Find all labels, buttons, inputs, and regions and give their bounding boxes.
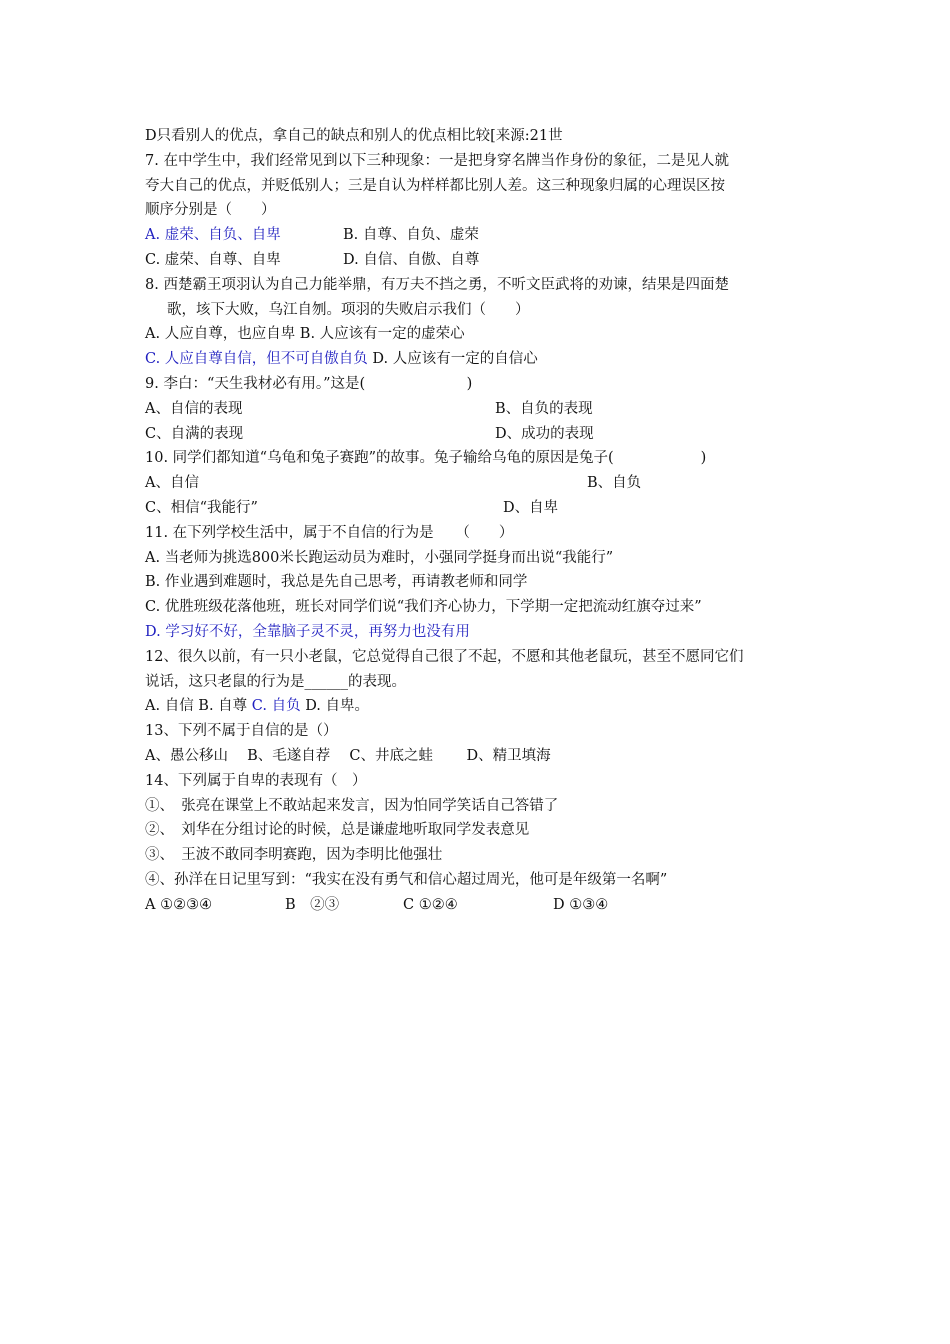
question-10-options-row-1 (145, 471, 825, 496)
option-c-answer: C. 自负 (251, 698, 301, 715)
option-c-answer: C. 人应自尊自信，但不可自傲自负 (145, 351, 368, 368)
option-c: C、相信“我能行” (145, 499, 258, 516)
question-7-stem-cont: 夸大自己的优点，并贬低别人；三是自认为样样都比别人差。这三种现象归属的心理误区按 (145, 177, 725, 194)
question-14-item-3: ③、 王波不敢同李明赛跑，因为李明比他强壮 (145, 847, 443, 864)
option-a: A、自信 (145, 475, 199, 492)
option-a: A. 虚荣、自负、自卑 (145, 227, 281, 244)
option-d-line: D只看别人的优点，拿自己的缺点和别人的优点相比较[来源:21世 (145, 128, 563, 144)
question-14-item-4: ④、孙洋在日记里写到：“我实在没有勇气和信心超过周光，他可是年级第一名啊” (145, 871, 668, 888)
question-10-stem: 10. 同学们都知道“乌龟和兔子赛跑”的故事。兔子输给乌龟的原因是兔子( ) (145, 450, 707, 467)
option-d: D ①③④ (553, 896, 609, 913)
option-b: B ②③ (285, 896, 340, 913)
question-8-options-cd (145, 347, 825, 372)
option-c: C ①②④ (403, 896, 458, 913)
question-11-stem: 11. 在下列学校生活中，属于不自信的行为是 （ ） (145, 524, 514, 541)
question-12-stem-cont: 说话，这只老鼠的行为是______的表现。 (145, 673, 406, 690)
question-9-options-row-2 (145, 422, 825, 447)
question-7-options-row-2 (145, 248, 825, 273)
question-11-option-a: A. 当老师为挑选800米长跑运动员为难时，小强同学挺身而出说“我能行” (145, 549, 614, 566)
option-c: C. 虚荣、自尊、自卑 (145, 251, 281, 268)
question-11-option-d: D. 学习好不好，全靠脑子灵不灵，再努力也没有用 (145, 623, 470, 640)
question-7-options-row-1 (145, 223, 825, 248)
question-14-stem: 14、下列属于自卑的表现有（ ） (145, 772, 367, 789)
question-11-option-b: B. 作业遇到难题时，我总是先自己思考，再请教老师和同学 (145, 574, 528, 591)
option-b: B、自负的表现 (495, 400, 593, 417)
question-12-options (145, 694, 825, 719)
question-13-stem: 13、下列不属于自信的是（） (145, 723, 338, 740)
question-11-option-c: C. 优胜班级花落他班，班长对同学们说“我们齐心协力，下学期一定把流动红旗夺过来” (145, 599, 702, 616)
question-8-stem-cont: 歌，垓下大败，乌江自刎。项羽的失败启示我们（ ） (167, 301, 530, 318)
question-8-options-ab: A. 人应自尊，也应自卑 B. 人应该有一定的虚荣心 (145, 326, 465, 343)
question-7-stem-end: 顺序分别是（ ） (145, 202, 276, 219)
question-9-options-row-1 (145, 397, 825, 422)
question-list (145, 124, 825, 918)
option-d: D. 自信、自傲、自尊 (343, 251, 480, 268)
question-9-stem: 9. 李白：“天生我材必有用。”这是( ) (145, 375, 473, 392)
question-8-stem: 8. 西楚霸王项羽认为自己力能举鼎，有万夫不挡之勇，不听文臣武将的劝谏，结果是四面楚 (145, 276, 729, 293)
option-a: A、自信的表现 (145, 400, 243, 417)
option-d: D. 人应该有一定的自信心 (367, 351, 538, 368)
option-a: A ①②③④ (145, 896, 213, 913)
option-d: D. 自卑。 (300, 698, 370, 715)
option-b: B、自负 (587, 475, 642, 492)
question-14-item-2: ②、 刘华在分组讨论的时候，总是谦虚地听取同学发表意见 (145, 822, 530, 839)
question-14-item-1: ①、 张亮在课堂上不敢站起来发言，因为怕同学笑话自己答错了 (145, 797, 559, 814)
question-10-options-row-2 (145, 496, 825, 521)
question-14-options (145, 893, 825, 918)
question-12-stem: 12、很久以前，有一只小老鼠，它总觉得自己很了不起，不愿和其他老鼠玩，甚至不愿同它们 (145, 648, 744, 665)
question-13-options: A、愚公移山 B、毛遂自荐 C、井底之蛙 D、精卫填海 (145, 747, 551, 764)
option-d: D、成功的表现 (495, 425, 594, 442)
question-7-stem: 7. 在中学生中，我们经常见到以下三种现象：一是把身穿名牌当作身份的象征，二是见人就 (145, 152, 729, 169)
option-b: B. 自尊、自负、虚荣 (343, 227, 479, 244)
option-ab: A. 自信 B. 自尊 (145, 698, 252, 715)
option-c: C、自满的表现 (145, 425, 244, 442)
option-d: D、自卑 (503, 499, 559, 516)
